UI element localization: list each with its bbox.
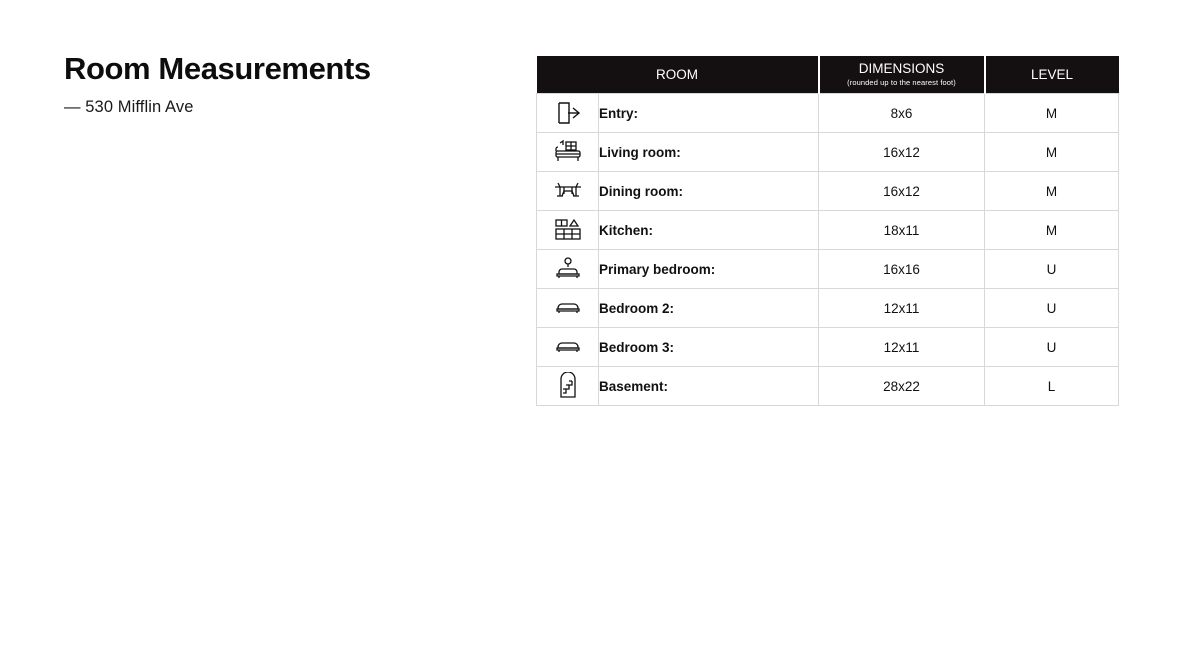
room-name: Bedroom 2: bbox=[599, 289, 819, 328]
room-level: M bbox=[985, 133, 1119, 172]
table-row bbox=[537, 133, 1119, 172]
page-title: Room Measurements bbox=[64, 51, 371, 86]
room-level: U bbox=[985, 328, 1119, 367]
sofa-icon bbox=[537, 133, 599, 172]
table-row bbox=[537, 328, 1119, 367]
room-dimensions: 12x11 bbox=[819, 328, 985, 367]
table-row bbox=[537, 367, 1119, 406]
column-header-dimensions bbox=[819, 56, 985, 94]
room-level: U bbox=[985, 250, 1119, 289]
room-name: Basement: bbox=[599, 367, 819, 406]
room-measurements-table bbox=[536, 56, 1119, 406]
room-level: L bbox=[985, 367, 1119, 406]
room-dimensions: 12x11 bbox=[819, 289, 985, 328]
table-row bbox=[537, 172, 1119, 211]
column-header-dimensions-sub: (rounded up to the nearest foot) bbox=[847, 77, 956, 87]
room-level: M bbox=[985, 94, 1119, 133]
dining-table-icon bbox=[537, 172, 599, 211]
room-name: Living room: bbox=[599, 133, 819, 172]
room-name: Entry: bbox=[599, 94, 819, 133]
kitchen-cabinets-icon bbox=[537, 211, 599, 250]
room-level: M bbox=[985, 172, 1119, 211]
bed-icon bbox=[537, 328, 599, 367]
bed-icon bbox=[537, 289, 599, 328]
bed-lamp-icon bbox=[537, 250, 599, 289]
door-entry-icon bbox=[537, 94, 599, 133]
room-measurements-table-wrap bbox=[536, 56, 1118, 406]
room-dimensions: 8x6 bbox=[819, 94, 985, 133]
room-name: Dining room: bbox=[599, 172, 819, 211]
table-header bbox=[537, 56, 1119, 94]
table-header-row bbox=[537, 56, 1119, 94]
column-header-dimensions-main: DIMENSIONS bbox=[858, 61, 945, 77]
table-row bbox=[537, 94, 1119, 133]
room-name: Kitchen: bbox=[599, 211, 819, 250]
table-row bbox=[537, 211, 1119, 250]
room-dimensions: 16x12 bbox=[819, 133, 985, 172]
page-subtitle: — 530 Mifflin Ave bbox=[64, 98, 194, 117]
table-row bbox=[537, 289, 1119, 328]
room-dimensions: 16x16 bbox=[819, 250, 985, 289]
title-block bbox=[64, 52, 484, 117]
room-dimensions: 28x22 bbox=[819, 367, 985, 406]
table-row bbox=[537, 250, 1119, 289]
room-level: U bbox=[985, 289, 1119, 328]
column-header-room: ROOM bbox=[537, 56, 819, 94]
room-dimensions: 16x12 bbox=[819, 172, 985, 211]
table-body bbox=[537, 94, 1119, 406]
room-level: M bbox=[985, 211, 1119, 250]
room-name: Primary bedroom: bbox=[599, 250, 819, 289]
basement-stairs-icon bbox=[537, 367, 599, 406]
column-header-level: LEVEL bbox=[985, 56, 1119, 94]
room-name: Bedroom 3: bbox=[599, 328, 819, 367]
room-dimensions: 18x11 bbox=[819, 211, 985, 250]
